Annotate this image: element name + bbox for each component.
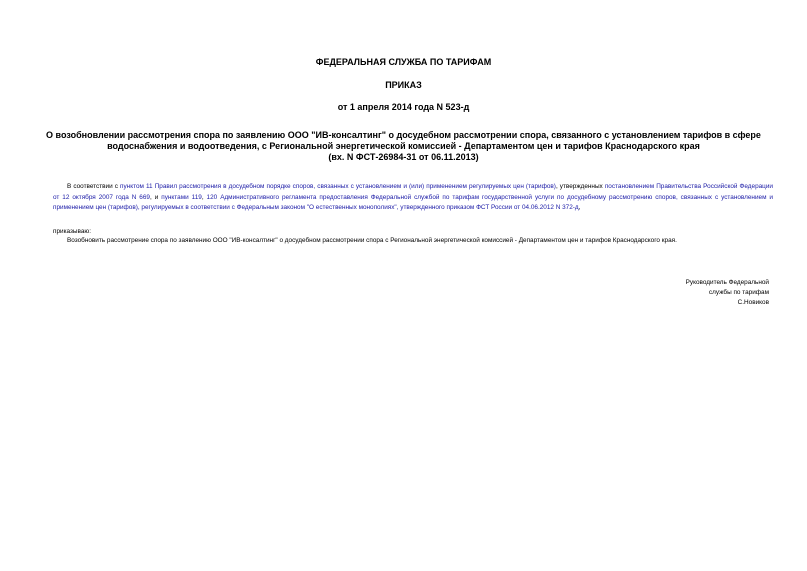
link-administrative-regulation[interactable]: Административного регламента предоставления Федеральной службой по тарифам государственной услуги по досудебному рассмотрению споров, связанных с установлением и применением цен (тарифов), регулируемых в соответствии с Федеральным законом "О естественных монополиях", утвержденного приказом ФСТ России от 04.06.2012 N 372-д xyxy=(53,193,774,211)
basis-text: , xyxy=(201,193,207,201)
link-clause-119[interactable]: пунктами 119 xyxy=(161,193,202,201)
link-rules-clause-11[interactable]: пунктом 11 xyxy=(120,183,153,190)
agency-name: ФЕДЕРАЛЬНАЯ СЛУЖБА ПО ТАРИФАМ xyxy=(315,57,492,67)
basis-text: , xyxy=(578,204,581,211)
signature-block xyxy=(686,278,769,308)
basis-text: , утвержденных xyxy=(555,183,605,190)
signatory-position: Руководитель Федеральной xyxy=(685,279,769,286)
resolution-paragraph: Возобновить рассмотрение спора по заявлению ООО "ИВ-консалтинг" о досудебном рассмотрении спора с Региональной энергетической комиссией - Департаментом цен и тарифов Краснодарского края. xyxy=(67,237,677,244)
signatory-name: С.Новиков xyxy=(737,299,769,306)
document-title xyxy=(0,130,807,163)
ordered-label: приказываю: xyxy=(53,228,91,235)
document-date: от 1 апреля 2014 года N 523-д xyxy=(337,102,470,112)
title-line: водоснабжения и водоотведения, с Региональной энергетической комиссией - Департаментом цен и тарифов Краснодарского края xyxy=(107,141,700,151)
link-government-decree[interactable]: Правительства Российской Федерации от 12 октября 2007 года N 669 xyxy=(53,183,773,201)
basis-text: В соответствии с xyxy=(67,183,121,190)
link-clause-120[interactable]: 120 xyxy=(206,193,218,201)
title-line: (вх. N ФСТ-26984-31 от 06.11.2013) xyxy=(328,152,479,162)
link-dispute-rules[interactable]: Правил рассмотрения в досудебном порядке споров, связанных с установлением и (или) применением регулируемых цен (тарифов) xyxy=(154,183,556,190)
document-type: ПРИКАЗ xyxy=(385,80,422,90)
link-resolution[interactable]: постановлением xyxy=(604,183,655,190)
title-line: О возобновлении рассмотрения спора по заявлению ООО "ИВ-консалтинг" о досудебном рассмотрении спора, связанного с установлением тарифов в сфере xyxy=(46,130,761,140)
legal-basis-paragraph xyxy=(53,182,773,214)
basis-text: , и xyxy=(149,193,162,201)
signatory-position: службы по тарифам xyxy=(708,289,769,296)
